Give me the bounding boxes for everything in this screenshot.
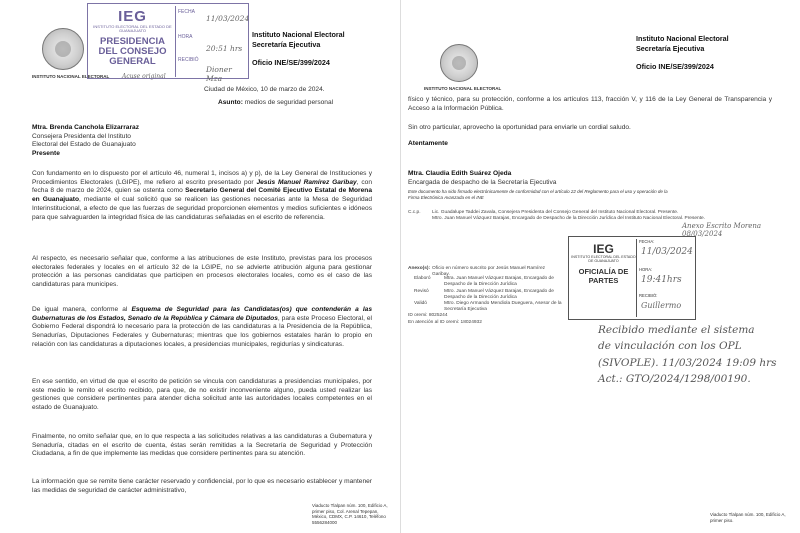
subject-text: medios de seguridad personal — [244, 99, 334, 106]
page-divider — [400, 0, 401, 533]
ine-seal-icon — [440, 44, 478, 82]
id-row — [408, 313, 448, 319]
recipient-block — [32, 124, 139, 159]
hand-note-line-1: Recibido mediante el sistema — [598, 324, 755, 336]
stamp-hora-value: 19:41hrs — [641, 275, 682, 285]
stamp-recibio-label: RECIBIÓ: — [639, 293, 658, 298]
atencion-row — [408, 320, 482, 326]
para3-b: , para este Proceso Electoral, el Gobierno Federal dispondrá lo necesario para la protección de las candidaturas a la Presidencia de la República, Senadurías, Diputaciones Federales y Gubernaturas; mientras que los gobiernos estatales harán lo propio en relación con las candidaturas a diputaciones locales, a presidencias municipales, regidurías y sindicaturas. — [32, 314, 372, 348]
recipient-org: Electoral del Estado de Guanajuato — [32, 141, 136, 149]
ine-seal-icon — [42, 28, 84, 70]
handwritten-note: Acuse original — [122, 73, 166, 80]
footer-address: Viaducto Tlalpan núm. 100, Edificio A, primer piso, Col. Arenal Tepepan, México, CDMX, C.P. 14610, Teléfono 5556284000 — [312, 503, 388, 525]
stamp-fecha-value: 11/03/2024 — [641, 247, 693, 257]
stamp-hora-label: HORA — [178, 34, 193, 40]
oficio-number: Oficio INE/SE/399/2024 — [636, 62, 714, 72]
hand-note-line-2: de vinculación con los OPL — [598, 340, 742, 353]
para1-role: Secretario General del Comité Ejecutivo Estatal de Morena en Guanajuato — [32, 187, 372, 204]
recipient-presente: Presente — [32, 150, 60, 158]
place-date: Ciudad de México, 10 de marzo de 2024. — [204, 86, 325, 93]
signature-note: Este documento ha sido firmado electrónicamente de conformidad con el artículo 22 del Reglamento para el uso y operación de la Firma Electrónica Avanzada en el INE — [408, 189, 668, 200]
atentamente: Atentamente — [408, 140, 448, 147]
paragraph-5: Finalmente, no omito señalar que, en lo que respecta a las solicitudes relativas a las candidaturas a Gubernatura y Senaduría, citadas en el escrito de cuenta, éstas serán remitidas a la Secretaría de Seguridad y Protección Ciudadana, a fin de que implemente las medidas que considere pertinentes para su atención. — [32, 433, 372, 458]
paragraph-continued: físico y técnico, para su protección, conforme a los artículos 113, fracción V, y 116 de la Ley General de Transparencia y Acceso a la Información Pública. — [408, 96, 772, 112]
header-institution: Instituto Nacional Electoral — [636, 34, 729, 43]
page-two — [402, 0, 800, 533]
ccp-item-2: Mtro. Juan Manuel Vázquez Barajas, Encargado de Despacho de la Dirección Jurídica del Instituto Nacional Electoral. Presente. — [432, 216, 706, 222]
ccp-list — [432, 210, 752, 222]
reviso-label: Revisó — [414, 289, 429, 294]
header-secretaria: Secretaría Ejecutiva — [636, 43, 705, 53]
stamp-fecha-label: FECHA — [178, 9, 195, 15]
recipient-name: Mtra. Brenda Canchola Elizarraraz — [32, 124, 140, 131]
closing-line: Sin otro particular, aprovecho la oportunidad para enviarle un cordial saludo. — [408, 124, 631, 131]
valido-label: Validó — [414, 301, 427, 306]
signer-title: Encargada de despacho de la Secretaría Ejecutiva — [408, 179, 557, 186]
paragraph-4: En ese sentido, en virtud de que el escrito de petición se vincula con candidaturas a presidencias municipales, por este medio le remito el escrito recibido, para que, de no existir inconveniente alguno, pueda usted realizar las gestiones que considere pertinentes para atender dicha solicitud ante las autoridades locales competentes en el estado de Guanajuato. — [32, 378, 372, 412]
atencion-label: En atención al ID oremi: — [408, 320, 460, 325]
recipient-title: Consejera Presidenta del Instituto — [32, 132, 131, 140]
anexo-handwritten: Anexo Escrito Morena 08/03/2024 — [682, 222, 762, 238]
stamp-recibio-label: RECIBIÓ — [178, 57, 199, 63]
paragraph-3 — [32, 306, 372, 350]
para1-c: , mediante el cual solicitó que se realicen las gestiones necesarias ante la Mesa de Seguridad Interinstitucional, a efecto de que las fuerzas de seguridad proporcionen elementos y medios suficientes e idóneos para que salvaguarden la integridad física de las candidaturas señaladas en el escrito de referencia. — [32, 196, 373, 221]
signer-name: Mtra. Claudia Edith Suárez Ojeda — [408, 170, 512, 177]
valido-text: Mtro. Diego Armando Mendiola Dueguera, Asesor de la Secretaría Ejecutiva — [444, 301, 562, 313]
para3-bold: Esquema de Seguridad para las Candidatas(os) que contenderán a las Gubernaturas de los Estados, Senado de la República y Cámara de Diputados — [32, 306, 373, 322]
ccp-label: C.c.p. — [408, 210, 421, 215]
hand-note-line-4: Act.: GTO/2024/1298/00190. — [598, 372, 751, 385]
stamp-logo — [571, 239, 637, 317]
anexo-text: Oficio en número suscrito por Jesús Manuel Ramírez Garibay. — [432, 266, 546, 278]
stamp-hora-label: HORA: — [639, 267, 653, 272]
header-secretaria: Secretaría Ejecutiva — [252, 39, 321, 49]
ccp-item-1: Lic. Guadalupe Taddei Zavala, Consejera Presidenta del Consejo General del Instituto Nacional Electoral. Presente. — [432, 210, 679, 215]
paragraph-2: Al respecto, es necesario señalar que, conforme a las atribuciones de este Instituto, previstas para los procesos electorales federales y locales en el artículo 32 de la LGIPE, no se advierte atribución alguna para gestionar protección a las personas candidatas que participen en procesos electorales locales, como es el caso de las candidaturas para municipes. — [32, 255, 372, 289]
paragraph-1 — [32, 170, 372, 222]
oficio-number: Oficio INE/SE/399/2024 — [252, 58, 330, 68]
institution-label: INSTITUTO NACIONAL ELECTORAL — [32, 74, 110, 79]
header-institution: Instituto Nacional Electoral — [252, 30, 345, 39]
reception-handwritten-note — [598, 322, 777, 387]
stamp-institution: INSTITUTO ELECTORAL DEL ESTADO DE GUANAJUATO — [93, 24, 172, 34]
header-block — [636, 34, 729, 72]
stamp-hora-value: 20:51 hrs — [206, 44, 243, 53]
stamp-office: OFICIALÍA DE PARTES — [578, 266, 629, 285]
institution-label: INSTITUTO NACIONAL ELECTORAL — [424, 86, 502, 91]
stamp-institution: INSTITUTO ELECTORAL DEL ESTADO DE GUANAJUATO — [571, 255, 636, 263]
id-value: 8025244 — [428, 313, 448, 318]
subject-label: Asunto: — [218, 99, 243, 106]
para1-a: Con fundamento en lo dispuesto por el artículo 46, numeral 1, incisos a) y p), de la Ley General de Instituciones y Procedimientos Electorales (LGIPE), me refiero al escrito presentado por — [32, 170, 372, 186]
para1-b: , con fecha 8 de marzo de 2024, quien se ostenta como — [32, 178, 373, 195]
footer-address: Viaducto Tlalpan núm. 100, Edificio A, primer piso. — [710, 512, 786, 523]
stamp-fecha-value: 11/03/2024 — [206, 14, 250, 23]
paragraph-6: La información que se remite tiene carácter reservado y confidencial, por lo que es necesario establecer y mantener las medidas de seguridad de carácter administrativo, — [32, 478, 372, 494]
para1-name: Jesús Manuel Ramírez Garibay — [256, 178, 357, 186]
id-label: ID oremi: — [408, 313, 428, 318]
elaboro-text: Mtra. Juan Manuel Vázquez Barajas, Encargado de Despacho de la Dirección Jurídica — [444, 276, 554, 288]
stamp-recibio-value: Guillermo — [641, 301, 682, 310]
oficialia-received-stamp — [568, 236, 696, 320]
subject-line — [218, 99, 333, 108]
stamp-logo — [90, 6, 176, 77]
stamp-recibio-value: Dioner Mza — [206, 65, 232, 83]
stamp-logo-ieg: IEG — [118, 8, 147, 25]
elaboro-label: Elaboró — [414, 276, 431, 281]
stamp-fecha-label: FECHA: — [639, 239, 655, 244]
anexo-label: Anexo(s): — [408, 266, 431, 271]
header-block — [252, 30, 345, 68]
atencion-value: 18024932 — [460, 320, 482, 325]
stamp-logo-ieg: IEG — [593, 242, 614, 256]
reviso-text: Mtro. Juan Manuel Vázquez Barajas, Encargado de Despacho de la Dirección Jurídica — [444, 289, 554, 301]
presidencia-received-stamp — [87, 3, 250, 83]
para3-a: De igual manera, conforme al — [32, 306, 132, 313]
hand-note-line-3: (SIVOPLE). 11/03/2024 19:09 hrs — [598, 356, 777, 369]
stamp-office: PRESIDENCIA DEL CONSEJO GENERAL — [98, 35, 167, 67]
